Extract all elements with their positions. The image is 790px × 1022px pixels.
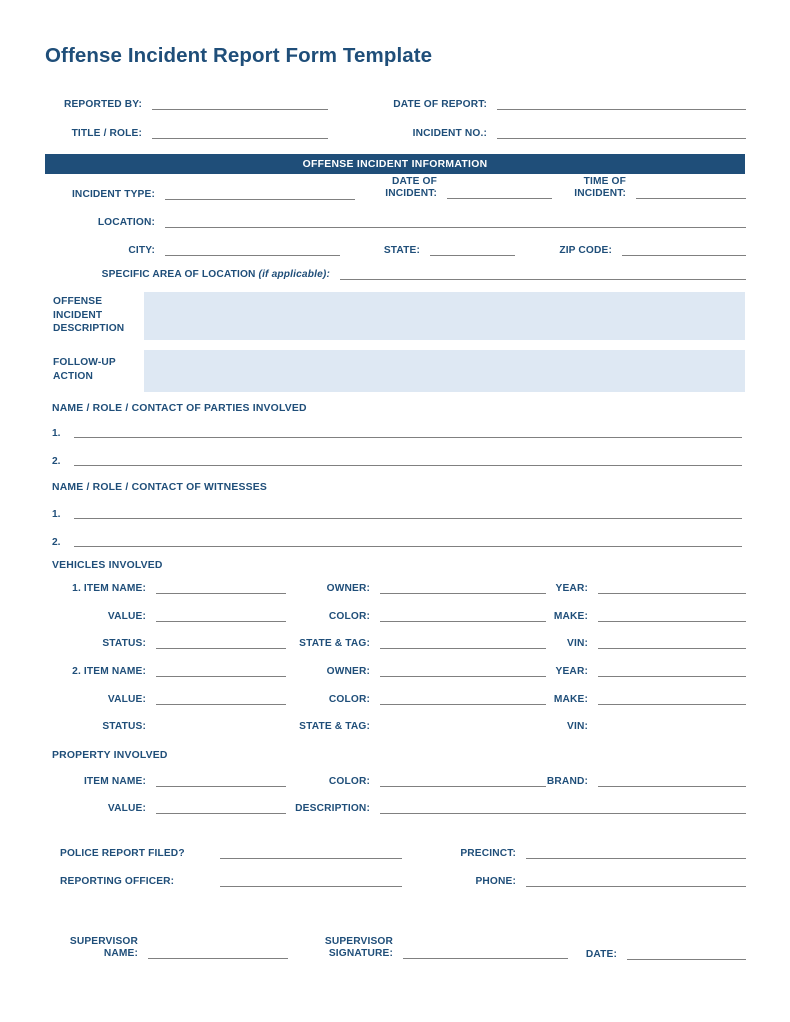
field-label-vehicle2-color: COLOR: bbox=[328, 694, 370, 705]
input-location[interactable] bbox=[165, 227, 746, 228]
field-vehicle1-make[interactable] bbox=[540, 611, 746, 624]
field-label-location: LOCATION: bbox=[97, 217, 155, 228]
list-item-witness-1[interactable] bbox=[52, 509, 746, 521]
field-label-vehicle2-item-name: 2. ITEM NAME: bbox=[72, 666, 146, 677]
field-label-offense-incident-description: OFFENSE INCIDENT DESCRIPTION bbox=[53, 296, 125, 334]
input-state[interactable] bbox=[430, 255, 515, 256]
field-label-date-of-report: DATE OF REPORT: bbox=[393, 99, 487, 110]
input-reported-by[interactable] bbox=[152, 109, 328, 110]
field-label-property-brand: BRAND: bbox=[546, 776, 588, 787]
field-vehicle1-value[interactable] bbox=[60, 611, 286, 624]
field-label-state: STATE: bbox=[383, 245, 420, 256]
input-vehicle1-make[interactable] bbox=[598, 621, 746, 622]
field-property-item-name[interactable] bbox=[60, 776, 286, 789]
field-label-supervisor-name-line1: SUPERVISOR bbox=[69, 936, 138, 947]
page-title: Offense Incident Report Form Template bbox=[45, 44, 433, 67]
field-label-reported-by: REPORTED BY: bbox=[63, 99, 142, 110]
field-title-role[interactable] bbox=[45, 128, 345, 141]
field-vehicle1-status[interactable] bbox=[60, 638, 286, 651]
field-label-vehicle1-year: YEAR: bbox=[555, 583, 588, 594]
input-time-of-incident[interactable] bbox=[636, 198, 746, 199]
field-reporting-officer[interactable] bbox=[60, 876, 402, 889]
field-label-vehicle1-value: VALUE: bbox=[107, 611, 146, 622]
field-label-vehicle2-owner: OWNER: bbox=[326, 666, 370, 677]
field-label-property-color: COLOR: bbox=[328, 776, 370, 787]
input-vehicle2-color[interactable] bbox=[380, 704, 546, 705]
field-vehicle2-make[interactable] bbox=[540, 694, 746, 707]
field-label-property-value: VALUE: bbox=[107, 803, 146, 814]
field-label-vehicle2-status: STATUS: bbox=[102, 721, 146, 732]
field-zip-code[interactable] bbox=[540, 245, 746, 258]
field-label-vehicle1-status: STATUS: bbox=[102, 638, 146, 649]
field-label-time-of-incident-line2: INCIDENT: bbox=[574, 188, 626, 200]
input-party-2[interactable] bbox=[74, 465, 742, 466]
field-state[interactable] bbox=[370, 245, 515, 258]
field-label-vehicle2-year: YEAR: bbox=[555, 666, 588, 677]
field-label-vehicle2-vin: VIN: bbox=[567, 721, 588, 732]
field-property-brand[interactable] bbox=[530, 776, 746, 789]
field-vehicle2-status[interactable] bbox=[60, 721, 286, 734]
field-label-vehicle2-state-tag: STATE & TAG: bbox=[299, 721, 370, 732]
section-band-offense-incident-information bbox=[45, 154, 745, 174]
input-vehicle2-value[interactable] bbox=[156, 704, 286, 705]
field-vehicle2-item-name[interactable] bbox=[60, 666, 286, 679]
field-label-supervisor-signature-line2: SIGNATURE: bbox=[328, 948, 393, 960]
field-label-property-item-name: ITEM NAME: bbox=[83, 776, 146, 787]
field-label-time-of-incident-line1: TIME OF bbox=[583, 176, 626, 187]
field-police-report-filed[interactable] bbox=[60, 848, 402, 861]
input-supervisor-signature[interactable] bbox=[403, 958, 568, 959]
section-heading-vehicles-involved: VEHICLES INVOLVED bbox=[52, 560, 163, 571]
list-number-witness-2: 2. bbox=[52, 537, 61, 548]
input-vehicle1-year[interactable] bbox=[598, 593, 746, 594]
input-incident-type[interactable] bbox=[165, 199, 355, 200]
field-label-supervisor-name-line2: NAME: bbox=[103, 948, 138, 960]
field-property-value[interactable] bbox=[60, 803, 286, 816]
field-label-police-report-filed: POLICE REPORT FILED? bbox=[60, 848, 185, 859]
field-label-supervisor-date: DATE: bbox=[585, 949, 617, 960]
input-vehicle1-item-name[interactable] bbox=[156, 593, 286, 594]
input-vehicle1-status[interactable] bbox=[156, 648, 286, 649]
input-property-description[interactable] bbox=[380, 813, 746, 814]
list-item-witness-2[interactable] bbox=[52, 537, 746, 549]
field-label-vehicle1-vin: VIN: bbox=[567, 638, 588, 649]
field-vehicle2-value[interactable] bbox=[60, 694, 286, 707]
input-vehicle1-state-tag[interactable] bbox=[380, 648, 546, 649]
input-incident-no[interactable] bbox=[497, 138, 746, 139]
field-precinct[interactable] bbox=[440, 848, 746, 861]
input-vehicle1-value[interactable] bbox=[156, 621, 286, 622]
section-band-label: OFFENSE INCIDENT INFORMATION bbox=[302, 158, 488, 170]
section-heading-parties-involved: NAME / ROLE / CONTACT OF PARTIES INVOLVED bbox=[52, 403, 307, 414]
list-item-party-2[interactable] bbox=[52, 456, 746, 468]
field-label-title-role: TITLE / ROLE: bbox=[71, 128, 142, 139]
input-zip-code[interactable] bbox=[622, 255, 746, 256]
field-vehicle1-color[interactable] bbox=[300, 611, 546, 624]
field-label-city: CITY: bbox=[128, 245, 155, 256]
field-label-vehicle1-item-name: 1. ITEM NAME: bbox=[72, 583, 146, 594]
field-label-phone: PHONE: bbox=[475, 876, 516, 887]
list-item-party-1[interactable] bbox=[52, 428, 746, 440]
input-vehicle1-color[interactable] bbox=[380, 621, 546, 622]
input-date-of-incident[interactable] bbox=[447, 198, 552, 199]
input-supervisor-name[interactable] bbox=[148, 958, 288, 959]
field-label-reporting-officer: REPORTING OFFICER: bbox=[60, 876, 175, 887]
field-supervisor-name[interactable] bbox=[60, 936, 288, 961]
field-location[interactable] bbox=[45, 217, 746, 230]
list-number-party-1: 1. bbox=[52, 428, 61, 439]
field-vehicle1-vin[interactable] bbox=[540, 638, 746, 651]
field-incident-no[interactable] bbox=[370, 128, 746, 141]
field-label-vehicle1-state-tag: STATE & TAG: bbox=[299, 638, 370, 649]
field-vehicle1-year[interactable] bbox=[540, 583, 746, 596]
input-vehicle2-owner[interactable] bbox=[380, 676, 546, 677]
field-label-vehicle1-owner: OWNER: bbox=[326, 583, 370, 594]
field-time-of-incident[interactable] bbox=[560, 176, 746, 201]
field-vehicle1-owner[interactable] bbox=[300, 583, 546, 596]
input-specific-area-of-location[interactable] bbox=[340, 279, 746, 280]
section-heading-property-involved: PROPERTY INVOLVED bbox=[52, 750, 168, 761]
field-vehicle2-owner[interactable] bbox=[300, 666, 546, 679]
input-vehicle1-vin[interactable] bbox=[598, 648, 746, 649]
field-vehicle2-state-tag[interactable] bbox=[270, 721, 546, 734]
input-vehicle2-year[interactable] bbox=[598, 676, 746, 677]
input-precinct[interactable] bbox=[526, 858, 746, 859]
section-heading-witnesses: NAME / ROLE / CONTACT OF WITNESSES bbox=[52, 482, 267, 493]
field-label-vehicle2-value: VALUE: bbox=[107, 694, 146, 705]
field-city[interactable] bbox=[45, 245, 340, 258]
field-vehicle1-state-tag[interactable] bbox=[270, 638, 546, 651]
field-label-specific-area: SPECIFIC AREA OF LOCATION bbox=[101, 269, 259, 280]
input-vehicle1-owner[interactable] bbox=[380, 593, 546, 594]
input-property-value[interactable] bbox=[156, 813, 286, 814]
field-reported-by[interactable] bbox=[45, 99, 345, 112]
input-witness-2[interactable] bbox=[74, 546, 742, 547]
input-follow-up-action[interactable] bbox=[144, 350, 745, 392]
field-label-precinct: PRECINCT: bbox=[460, 848, 516, 859]
field-label-vehicle1-make: MAKE: bbox=[553, 611, 588, 622]
field-label-property-description: DESCRIPTION: bbox=[295, 803, 370, 814]
input-property-item-name[interactable] bbox=[156, 786, 286, 787]
field-supervisor-date[interactable] bbox=[585, 949, 746, 962]
field-vehicle2-color[interactable] bbox=[300, 694, 546, 707]
field-vehicle1-item-name[interactable] bbox=[60, 583, 286, 596]
input-police-report-filed[interactable] bbox=[220, 858, 402, 859]
field-label-date-of-incident-line2: INCIDENT: bbox=[385, 188, 437, 200]
field-label-vehicle2-make: MAKE: bbox=[553, 694, 588, 705]
field-phone[interactable] bbox=[440, 876, 746, 889]
field-date-of-report[interactable] bbox=[370, 99, 746, 112]
field-vehicle2-vin[interactable] bbox=[540, 721, 746, 734]
field-label-vehicle1-color: COLOR: bbox=[328, 611, 370, 622]
input-property-brand[interactable] bbox=[598, 786, 746, 787]
input-vehicle2-make[interactable] bbox=[598, 704, 746, 705]
field-specific-area-of-location[interactable] bbox=[45, 269, 746, 282]
field-vehicle2-year[interactable] bbox=[540, 666, 746, 679]
input-party-1[interactable] bbox=[74, 437, 742, 438]
input-witness-1[interactable] bbox=[74, 518, 742, 519]
field-label-incident-type: INCIDENT TYPE: bbox=[71, 189, 155, 200]
field-label-specific-area-note: (if applicable): bbox=[258, 269, 330, 280]
field-date-of-incident[interactable] bbox=[370, 176, 560, 201]
list-number-party-2: 2. bbox=[52, 456, 61, 467]
field-label-date-of-incident-line1: DATE OF bbox=[391, 176, 437, 187]
input-phone[interactable] bbox=[526, 886, 746, 887]
input-city[interactable] bbox=[165, 255, 340, 256]
field-label-zip-code: ZIP CODE: bbox=[559, 245, 612, 256]
input-date-of-report[interactable] bbox=[497, 109, 746, 110]
field-label-incident-no: INCIDENT NO.: bbox=[412, 128, 487, 139]
list-number-witness-1: 1. bbox=[52, 509, 61, 520]
field-property-description[interactable] bbox=[270, 803, 746, 816]
input-vehicle2-item-name[interactable] bbox=[156, 676, 286, 677]
input-title-role[interactable] bbox=[152, 138, 328, 139]
input-property-color[interactable] bbox=[380, 786, 546, 787]
input-reporting-officer[interactable] bbox=[220, 886, 402, 887]
field-supervisor-signature[interactable] bbox=[315, 936, 568, 961]
input-offense-incident-description[interactable] bbox=[144, 292, 745, 340]
field-incident-type[interactable] bbox=[45, 189, 355, 202]
field-property-color[interactable] bbox=[300, 776, 546, 789]
field-label-supervisor-signature-line1: SUPERVISOR bbox=[324, 936, 393, 947]
field-label-follow-up-action: FOLLOW-UP ACTION bbox=[53, 357, 116, 382]
input-supervisor-date[interactable] bbox=[627, 959, 746, 960]
